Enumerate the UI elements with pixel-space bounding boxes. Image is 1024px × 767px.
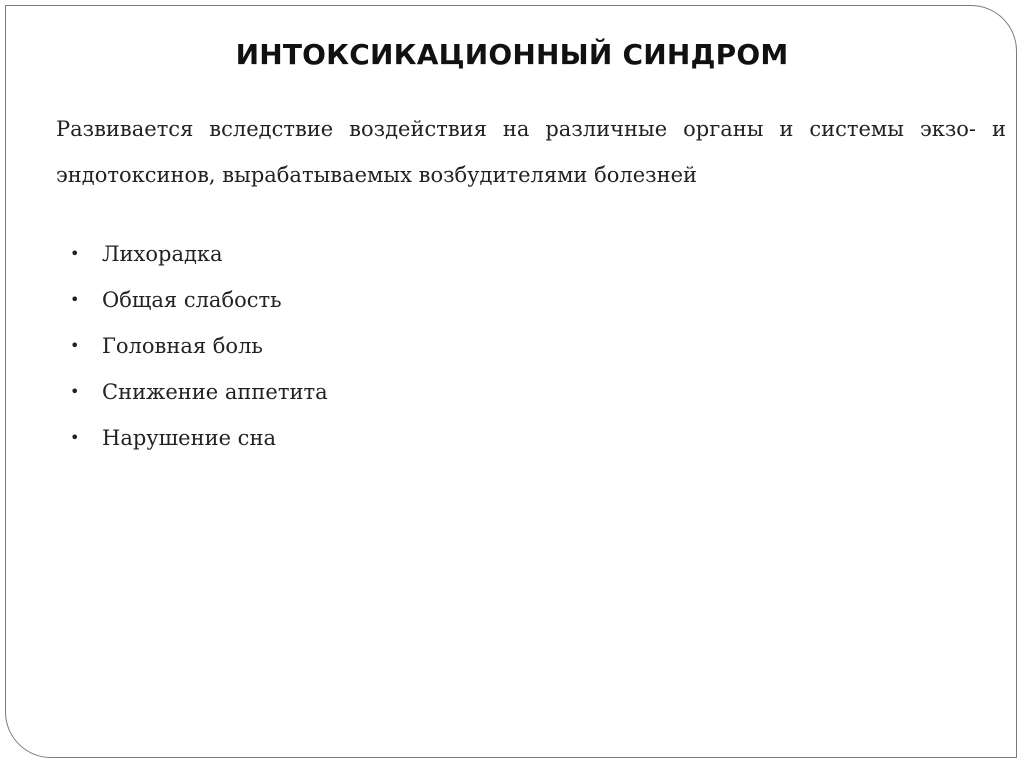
intro-paragraph: Развивается вследствие воздействия на различные органы и системы экзо- и эндотоксинов, вырабатываемых возбудителями болезней [56,117,1006,187]
list-item-text: Лихорадка [102,242,223,266]
slide-title: ИНТОКСИКАЦИОННЫЙ СИНДРОМ [235,38,789,71]
bullet-icon: • [70,336,80,355]
list-item [66,325,328,371]
list-item-text: Общая слабость [102,288,282,312]
bullet-icon: • [70,382,80,401]
list-item-text: Снижение аппетита [102,380,328,404]
bullet-icon: • [70,244,80,263]
list-item [66,371,328,417]
list-item [66,417,328,463]
bullet-icon: • [70,428,80,447]
list-item-text: Нарушение сна [102,426,276,450]
bullet-icon: • [70,290,80,309]
list-item [66,233,328,279]
symptom-list [66,233,328,463]
list-item [66,279,328,325]
list-item-text: Головная боль [102,334,263,358]
